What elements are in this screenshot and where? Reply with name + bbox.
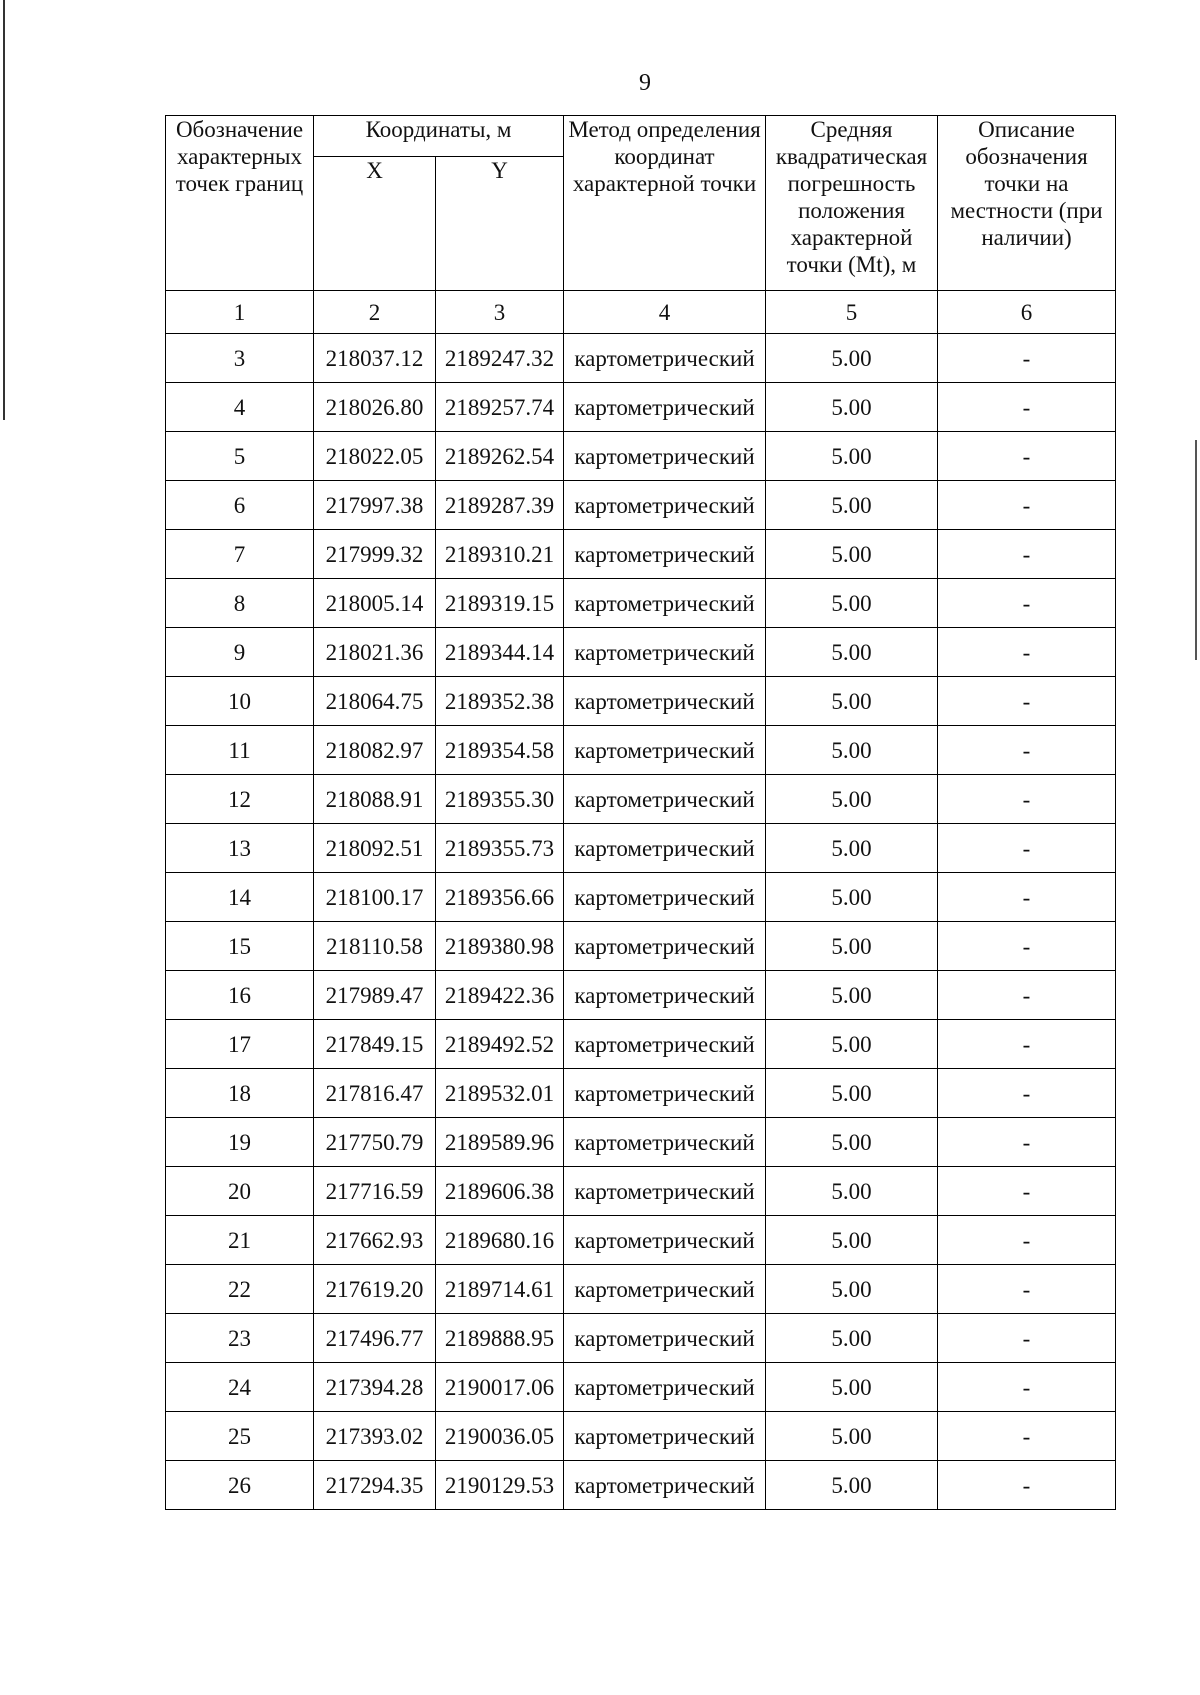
header-y: Y bbox=[436, 157, 564, 291]
cell-x: 218064.75 bbox=[314, 677, 436, 726]
cell-point: 4 bbox=[166, 383, 314, 432]
cell-method: картометрический bbox=[564, 775, 766, 824]
cell-description: - bbox=[938, 383, 1116, 432]
cell-x: 217997.38 bbox=[314, 481, 436, 530]
cell-error: 5.00 bbox=[766, 1314, 938, 1363]
cell-method: картометрический bbox=[564, 481, 766, 530]
cell-y: 2189492.52 bbox=[436, 1020, 564, 1069]
cell-y: 2190017.06 bbox=[436, 1363, 564, 1412]
cell-error: 5.00 bbox=[766, 383, 938, 432]
cell-x: 218092.51 bbox=[314, 824, 436, 873]
cell-x: 217619.20 bbox=[314, 1265, 436, 1314]
coordinates-table bbox=[165, 115, 1116, 1510]
cell-description: - bbox=[938, 824, 1116, 873]
cell-description: - bbox=[938, 1412, 1116, 1461]
cell-point: 17 bbox=[166, 1020, 314, 1069]
cell-y: 2189287.39 bbox=[436, 481, 564, 530]
cell-x: 217849.15 bbox=[314, 1020, 436, 1069]
cell-point: 16 bbox=[166, 971, 314, 1020]
cell-method: картометрический bbox=[564, 1461, 766, 1510]
cell-x: 218026.80 bbox=[314, 383, 436, 432]
cell-error: 5.00 bbox=[766, 1020, 938, 1069]
scan-edge-right bbox=[1195, 440, 1197, 660]
cell-x: 217496.77 bbox=[314, 1314, 436, 1363]
cell-y: 2189257.74 bbox=[436, 383, 564, 432]
cell-x: 217999.32 bbox=[314, 530, 436, 579]
cell-error: 5.00 bbox=[766, 726, 938, 775]
cell-y: 2189680.16 bbox=[436, 1216, 564, 1265]
table-row bbox=[166, 334, 1116, 383]
cell-y: 2190129.53 bbox=[436, 1461, 564, 1510]
cell-point: 24 bbox=[166, 1363, 314, 1412]
table-row bbox=[166, 677, 1116, 726]
cell-description: - bbox=[938, 530, 1116, 579]
cell-x: 218021.36 bbox=[314, 628, 436, 677]
cell-method: картометрический bbox=[564, 334, 766, 383]
cell-description: - bbox=[938, 1314, 1116, 1363]
cell-method: картометрический bbox=[564, 1363, 766, 1412]
cell-point: 11 bbox=[166, 726, 314, 775]
cell-x: 217816.47 bbox=[314, 1069, 436, 1118]
cell-error: 5.00 bbox=[766, 1069, 938, 1118]
cell-method: картометрический bbox=[564, 1118, 766, 1167]
cell-error: 5.00 bbox=[766, 1216, 938, 1265]
cell-point: 13 bbox=[166, 824, 314, 873]
cell-description: - bbox=[938, 1118, 1116, 1167]
cell-y: 2189310.21 bbox=[436, 530, 564, 579]
cell-error: 5.00 bbox=[766, 530, 938, 579]
cell-error: 5.00 bbox=[766, 1412, 938, 1461]
cell-point: 9 bbox=[166, 628, 314, 677]
cell-method: картометрический bbox=[564, 628, 766, 677]
cell-method: картометрический bbox=[564, 873, 766, 922]
cell-method: картометрический bbox=[564, 1216, 766, 1265]
table-row bbox=[166, 873, 1116, 922]
cell-error: 5.00 bbox=[766, 628, 938, 677]
cell-y: 2189319.15 bbox=[436, 579, 564, 628]
cell-point: 22 bbox=[166, 1265, 314, 1314]
cell-y: 2189422.36 bbox=[436, 971, 564, 1020]
cell-point: 18 bbox=[166, 1069, 314, 1118]
cell-y: 2189355.30 bbox=[436, 775, 564, 824]
column-number: 1 bbox=[166, 291, 314, 334]
cell-description: - bbox=[938, 1265, 1116, 1314]
cell-x: 218100.17 bbox=[314, 873, 436, 922]
cell-y: 2189888.95 bbox=[436, 1314, 564, 1363]
cell-description: - bbox=[938, 873, 1116, 922]
table-row bbox=[166, 971, 1116, 1020]
cell-method: картометрический bbox=[564, 922, 766, 971]
table-row bbox=[166, 1314, 1116, 1363]
cell-point: 8 bbox=[166, 579, 314, 628]
cell-description: - bbox=[938, 1020, 1116, 1069]
table-row bbox=[166, 530, 1116, 579]
cell-error: 5.00 bbox=[766, 1363, 938, 1412]
cell-error: 5.00 bbox=[766, 873, 938, 922]
cell-description: - bbox=[938, 775, 1116, 824]
header-error: Средняя квадратическая погрешность положения характерной точки (Mt), м bbox=[766, 116, 938, 291]
table-row bbox=[166, 579, 1116, 628]
cell-description: - bbox=[938, 1069, 1116, 1118]
cell-error: 5.00 bbox=[766, 1167, 938, 1216]
cell-description: - bbox=[938, 677, 1116, 726]
cell-method: картометрический bbox=[564, 383, 766, 432]
cell-method: картометрический bbox=[564, 1412, 766, 1461]
cell-y: 2190036.05 bbox=[436, 1412, 564, 1461]
cell-error: 5.00 bbox=[766, 334, 938, 383]
table-row bbox=[166, 481, 1116, 530]
table-row bbox=[166, 922, 1116, 971]
cell-y: 2189356.66 bbox=[436, 873, 564, 922]
cell-method: картометрический bbox=[564, 677, 766, 726]
cell-method: картометрический bbox=[564, 1069, 766, 1118]
cell-point: 21 bbox=[166, 1216, 314, 1265]
cell-method: картометрический bbox=[564, 579, 766, 628]
header-x: X bbox=[314, 157, 436, 291]
cell-description: - bbox=[938, 726, 1116, 775]
cell-description: - bbox=[938, 1363, 1116, 1412]
cell-x: 217662.93 bbox=[314, 1216, 436, 1265]
table-row bbox=[166, 726, 1116, 775]
cell-point: 25 bbox=[166, 1412, 314, 1461]
cell-x: 217989.47 bbox=[314, 971, 436, 1020]
table-row bbox=[166, 432, 1116, 481]
cell-x: 218022.05 bbox=[314, 432, 436, 481]
column-number: 6 bbox=[938, 291, 1116, 334]
cell-x: 218005.14 bbox=[314, 579, 436, 628]
cell-error: 5.00 bbox=[766, 971, 938, 1020]
cell-method: картометрический bbox=[564, 824, 766, 873]
header-method: Метод определения координат характерной точки bbox=[564, 116, 766, 291]
cell-description: - bbox=[938, 628, 1116, 677]
column-number: 3 bbox=[436, 291, 564, 334]
cell-point: 14 bbox=[166, 873, 314, 922]
cell-error: 5.00 bbox=[766, 481, 938, 530]
header-row bbox=[166, 116, 1116, 157]
cell-point: 12 bbox=[166, 775, 314, 824]
cell-x: 217750.79 bbox=[314, 1118, 436, 1167]
cell-x: 218110.58 bbox=[314, 922, 436, 971]
cell-method: картометрический bbox=[564, 1020, 766, 1069]
cell-point: 5 bbox=[166, 432, 314, 481]
cell-description: - bbox=[938, 481, 1116, 530]
table-row bbox=[166, 1069, 1116, 1118]
cell-y: 2189589.96 bbox=[436, 1118, 564, 1167]
cell-error: 5.00 bbox=[766, 922, 938, 971]
table-row bbox=[166, 1020, 1116, 1069]
cell-method: картометрический bbox=[564, 971, 766, 1020]
cell-description: - bbox=[938, 922, 1116, 971]
column-number: 2 bbox=[314, 291, 436, 334]
cell-point: 3 bbox=[166, 334, 314, 383]
header-point: Обозначение характерных точек границ bbox=[166, 116, 314, 291]
table-row bbox=[166, 824, 1116, 873]
cell-y: 2189355.73 bbox=[436, 824, 564, 873]
cell-description: - bbox=[938, 971, 1116, 1020]
cell-x: 217393.02 bbox=[314, 1412, 436, 1461]
cell-error: 5.00 bbox=[766, 1265, 938, 1314]
cell-description: - bbox=[938, 1461, 1116, 1510]
column-number: 4 bbox=[564, 291, 766, 334]
cell-method: картометрический bbox=[564, 432, 766, 481]
cell-y: 2189380.98 bbox=[436, 922, 564, 971]
cell-method: картометрический bbox=[564, 530, 766, 579]
header-description: Описание обозначения точки на местности (при наличии) bbox=[938, 116, 1116, 291]
cell-y: 2189344.14 bbox=[436, 628, 564, 677]
cell-error: 5.00 bbox=[766, 1461, 938, 1510]
table-row bbox=[166, 1118, 1116, 1167]
header-coordinates: Координаты, м bbox=[314, 116, 564, 157]
table-row bbox=[166, 1363, 1116, 1412]
cell-x: 217716.59 bbox=[314, 1167, 436, 1216]
cell-y: 2189532.01 bbox=[436, 1069, 564, 1118]
cell-point: 20 bbox=[166, 1167, 314, 1216]
cell-method: картометрический bbox=[564, 726, 766, 775]
cell-x: 218037.12 bbox=[314, 334, 436, 383]
cell-y: 2189606.38 bbox=[436, 1167, 564, 1216]
table-row bbox=[166, 1216, 1116, 1265]
table-row bbox=[166, 628, 1116, 677]
cell-x: 217294.35 bbox=[314, 1461, 436, 1510]
cell-method: картометрический bbox=[564, 1314, 766, 1363]
table-row bbox=[166, 1412, 1116, 1461]
cell-description: - bbox=[938, 432, 1116, 481]
cell-description: - bbox=[938, 334, 1116, 383]
cell-error: 5.00 bbox=[766, 579, 938, 628]
cell-error: 5.00 bbox=[766, 824, 938, 873]
cell-point: 10 bbox=[166, 677, 314, 726]
cell-description: - bbox=[938, 579, 1116, 628]
column-number: 5 bbox=[766, 291, 938, 334]
cell-error: 5.00 bbox=[766, 432, 938, 481]
cell-x: 218088.91 bbox=[314, 775, 436, 824]
cell-point: 7 bbox=[166, 530, 314, 579]
cell-y: 2189247.32 bbox=[436, 334, 564, 383]
cell-point: 15 bbox=[166, 922, 314, 971]
cell-y: 2189354.58 bbox=[436, 726, 564, 775]
table-row bbox=[166, 383, 1116, 432]
cell-method: картометрический bbox=[564, 1167, 766, 1216]
cell-point: 23 bbox=[166, 1314, 314, 1363]
cell-error: 5.00 bbox=[766, 775, 938, 824]
cell-error: 5.00 bbox=[766, 677, 938, 726]
cell-y: 2189352.38 bbox=[436, 677, 564, 726]
cell-y: 2189714.61 bbox=[436, 1265, 564, 1314]
scan-edge-left bbox=[3, 0, 5, 420]
cell-description: - bbox=[938, 1167, 1116, 1216]
cell-method: картометрический bbox=[564, 1265, 766, 1314]
cell-point: 26 bbox=[166, 1461, 314, 1510]
cell-point: 19 bbox=[166, 1118, 314, 1167]
cell-x: 218082.97 bbox=[314, 726, 436, 775]
column-number-row bbox=[166, 291, 1116, 334]
table-row bbox=[166, 1265, 1116, 1314]
table-row bbox=[166, 1167, 1116, 1216]
cell-x: 217394.28 bbox=[314, 1363, 436, 1412]
page-number: 9 bbox=[639, 70, 651, 96]
cell-description: - bbox=[938, 1216, 1116, 1265]
cell-error: 5.00 bbox=[766, 1118, 938, 1167]
cell-y: 2189262.54 bbox=[436, 432, 564, 481]
cell-point: 6 bbox=[166, 481, 314, 530]
table-row bbox=[166, 1461, 1116, 1510]
table-row bbox=[166, 775, 1116, 824]
